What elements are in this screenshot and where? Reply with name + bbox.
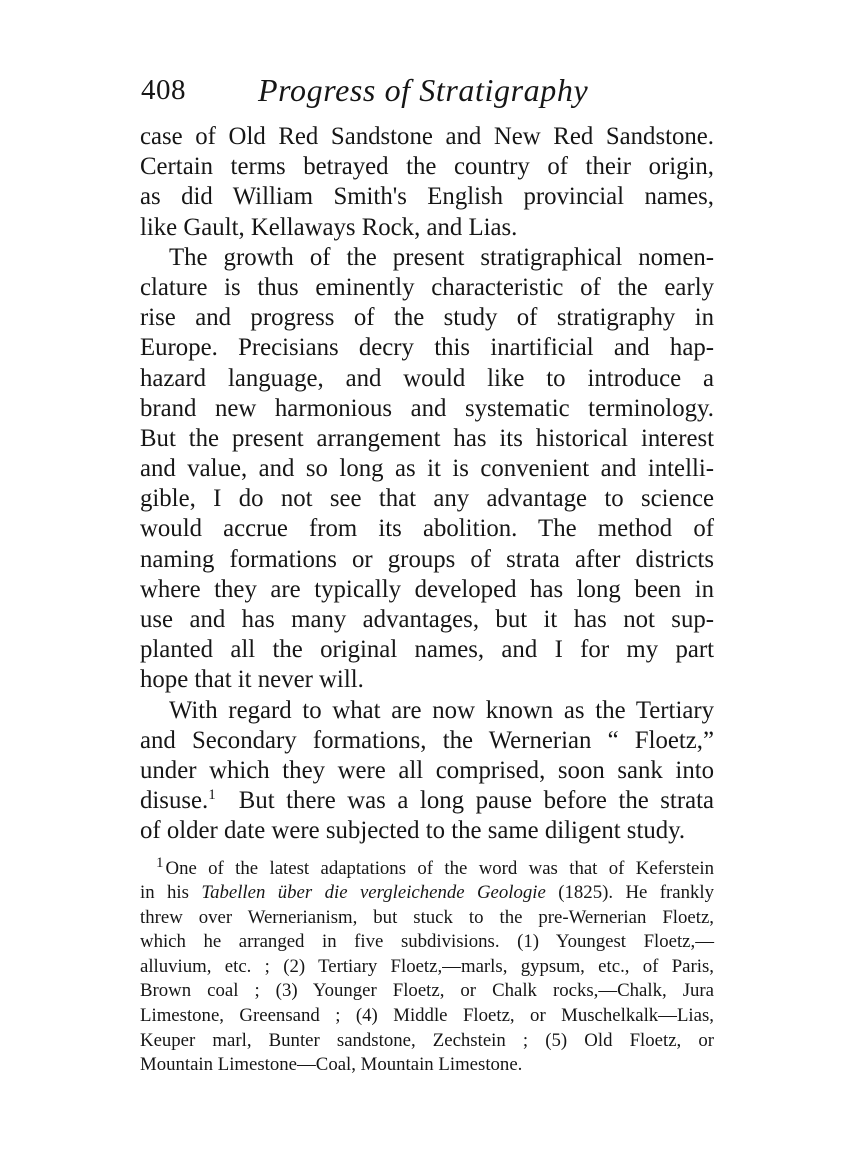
- body-line: like Gault, Kellaways Rock, and Lias.: [140, 213, 518, 241]
- page-header: [140, 68, 714, 112]
- body-line: But the present arrangement has its historical interest: [140, 424, 714, 452]
- body-line: clature is thus eminently characteristic of the early: [140, 273, 714, 301]
- body-line-with-footnote-ref: [140, 786, 714, 816]
- footnote-line: [140, 881, 714, 906]
- body-line: hazard language, and would like to introduce a: [140, 364, 714, 392]
- footnote-text: One of the latest adaptations of the word was that of Keferstein: [165, 857, 714, 879]
- body-line: would accrue from its abolition. The method of: [140, 515, 714, 543]
- body-line: rise and progress of the study of stratigraphy in: [140, 304, 714, 332]
- body-segment: But there was a long pause before the strata: [238, 787, 714, 815]
- body-line: and Secondary formations, the Wernerian “ Floetz,”: [140, 726, 714, 754]
- footnote-text: in his: [140, 882, 189, 904]
- footnote-line: Mountain Limestone—Coal, Mountain Limestone.: [140, 1054, 523, 1076]
- book-page: [140, 68, 714, 1078]
- footnote-marker: 1: [156, 854, 164, 871]
- body-line: Europe. Precisians decry this inartificial and hap-: [140, 334, 714, 362]
- footnote-text: (1825). He frankly: [558, 882, 714, 904]
- body-line: as did William Smith's English provincial names,: [140, 183, 714, 211]
- page-number: 408: [141, 74, 186, 106]
- footnote-line: alluvium, etc. ; (2) Tertiary Floetz,—marls, gypsum, etc., of Paris,: [140, 955, 714, 977]
- body-line: brand new harmonious and systematic terminology.: [140, 394, 714, 422]
- footnote-reference[interactable]: 1: [208, 787, 216, 804]
- body-segment: disuse.: [140, 787, 209, 815]
- body-line: of older date were subjected to the same diligent study.: [140, 817, 686, 845]
- body-line: planted all the original names, and I for my part: [140, 636, 714, 664]
- footnote-line: threw over Wernerianism, but stuck to the pre-Wernerian Floetz,: [140, 906, 714, 928]
- body-line: use and has many advantages, but it has not sup-: [140, 606, 714, 633]
- body-line: case of Old Red Sandstone and New Red Sandstone.: [140, 123, 714, 150]
- footnote: [140, 854, 714, 1078]
- footnote-line: Limestone, Greensand ; (4) Middle Floetz, or Muschelkalk—Lias,: [140, 1005, 714, 1027]
- body-line: hope that it never will.: [140, 666, 364, 694]
- footnote-line: Brown coal ; (3) Younger Floetz, or Chalk rocks,—Chalk, Jura: [140, 980, 714, 1002]
- body-line: where they are typically developed has long been in: [140, 575, 714, 603]
- body-line: under which they were all comprised, soon sank into: [140, 756, 714, 784]
- cited-title: Tabellen über die vergleichende Geologie: [201, 882, 546, 904]
- body-line: With regard to what are now known as the Tertiary: [169, 696, 714, 724]
- body-line: Certain terms betrayed the country of their origin,: [140, 153, 714, 181]
- running-title: Progress of Stratigraphy: [258, 72, 589, 108]
- footnote-line: Keuper marl, Bunter sandstone, Zechstein ; (5) Old Floetz, or: [140, 1029, 714, 1051]
- body-line: and value, and so long as it is convenient and intelli-: [140, 455, 714, 483]
- footnote-line: [140, 854, 714, 882]
- body-text: [140, 122, 714, 847]
- body-line: The growth of the present stratigraphical nomen-: [169, 243, 714, 271]
- footnote-line: which he arranged in five subdivisions. (1) Youngest Floetz,—: [140, 931, 714, 953]
- body-line: naming formations or groups of strata after districts: [140, 545, 714, 573]
- body-line: gible, I do not see that any advantage to science: [140, 485, 714, 513]
